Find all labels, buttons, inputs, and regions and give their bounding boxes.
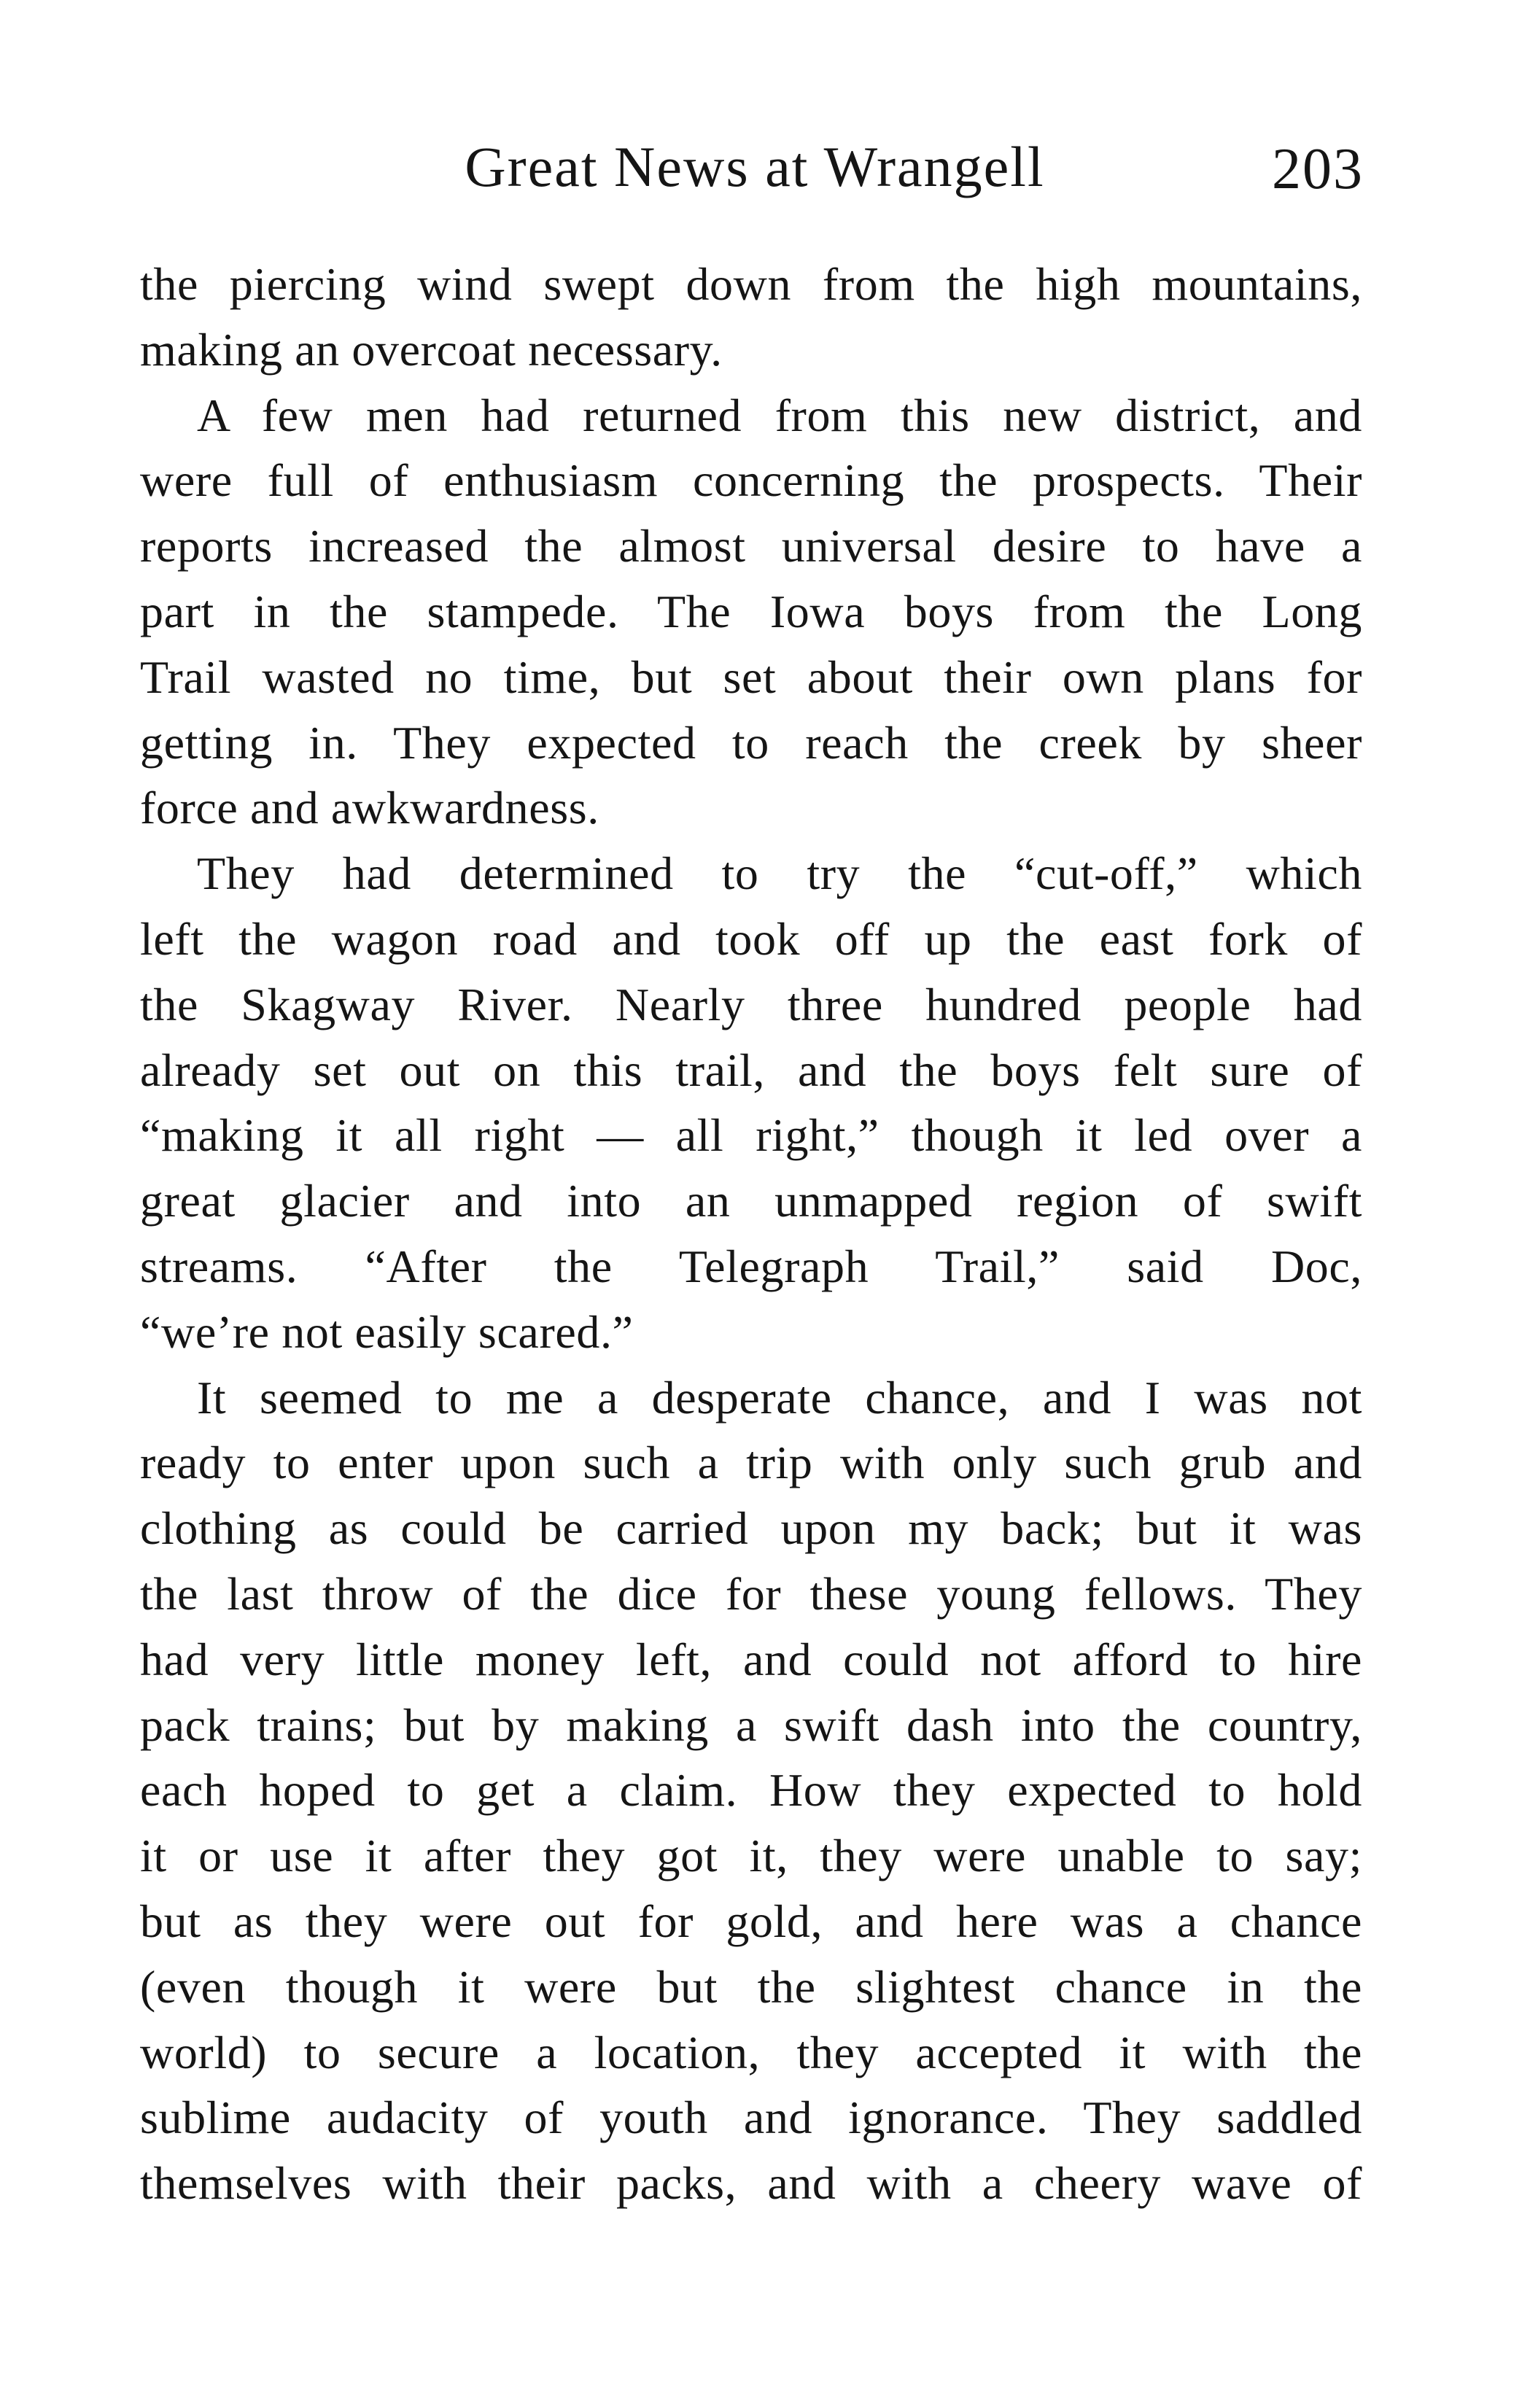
text-line: pack trains; but by making a swift dash into the country, bbox=[140, 1698, 1362, 1751]
text-line: but as they were out for gold, and here was a chance bbox=[140, 1895, 1362, 1947]
text-line: It seemed to me a desperate chance, and I was not bbox=[197, 1371, 1362, 1424]
text-line: the last throw of the dice for these young fellows. They bbox=[140, 1567, 1362, 1620]
text-line: reports increased the almost universal desire to have a bbox=[140, 520, 1362, 572]
text-line: each hoped to get a claim. How they expected to hold bbox=[140, 1764, 1362, 1817]
text-line: They had determined to try the “cut-off,” which bbox=[197, 847, 1362, 900]
text-line: making an overcoat necessary. bbox=[140, 323, 723, 376]
body-text bbox=[140, 252, 1362, 2216]
text-line: left the wagon road and took off up the east fork of bbox=[140, 912, 1362, 965]
text-line: the Skagway River. Nearly three hundred people had bbox=[140, 978, 1362, 1030]
text-line: ready to enter upon such a trip with only such grub and bbox=[140, 1437, 1362, 1489]
text-line: themselves with their packs, and with a cheery wave of bbox=[140, 2157, 1362, 2210]
text-line: sublime audacity of youth and ignorance. They saddled bbox=[140, 2092, 1362, 2144]
text-line: part in the stampede. The Iowa boys from the Long bbox=[140, 585, 1362, 637]
text-line: it or use it after they got it, they were unable to say; bbox=[140, 1830, 1362, 1882]
text-line: had very little money left, and could not afford to hire bbox=[140, 1633, 1362, 1685]
text-line: getting in. They expected to reach the creek by sheer bbox=[140, 716, 1362, 769]
text-line: clothing as could be carried upon my back; but it was bbox=[140, 1502, 1362, 1555]
text-line: were full of enthusiasm concerning the prospects. Their bbox=[140, 454, 1362, 507]
text-line: great glacier and into an unmapped region of swift bbox=[140, 1175, 1362, 1227]
running-title: Great News at Wrangell bbox=[465, 135, 1045, 198]
text-line: “making it all right — all right,” though it led over a bbox=[140, 1109, 1362, 1162]
text-line: streams. “After the Telegraph Trail,” said Doc, bbox=[140, 1240, 1362, 1292]
page-number: 203 bbox=[1272, 137, 1364, 201]
text-line: already set out on this trail, and the boys felt sure of bbox=[140, 1044, 1362, 1096]
text-line: A few men had returned from this new district, and bbox=[197, 389, 1362, 441]
running-head bbox=[139, 117, 1371, 211]
text-line: world) to secure a location, they accepted it with the bbox=[140, 2026, 1362, 2078]
text-line: the piercing wind swept down from the high mountains, bbox=[140, 258, 1362, 310]
text-line: Trail wasted no time, but set about their own plans for bbox=[140, 650, 1362, 703]
text-line: (even though it were but the slightest chance in the bbox=[140, 1960, 1362, 2013]
text-line: “we’re not easily scared.” bbox=[140, 1305, 634, 1358]
text-line: force and awkwardness. bbox=[140, 782, 599, 834]
